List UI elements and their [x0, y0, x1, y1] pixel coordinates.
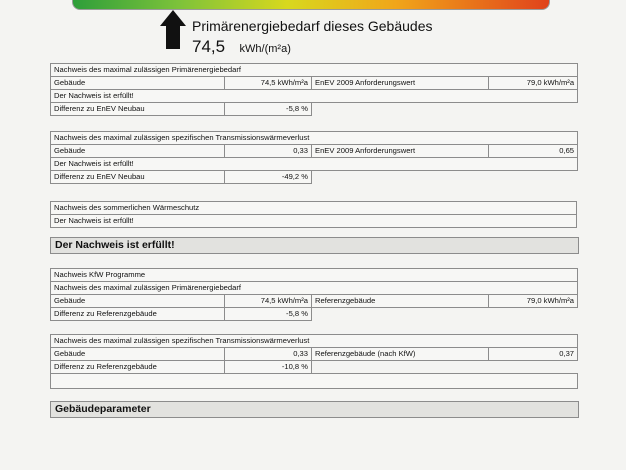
section-title: Nachweis des sommerlichen Wärmeschutz: [51, 202, 577, 215]
reference-value: 79,0 kWh/m²a: [489, 295, 578, 308]
kfw-title: Nachweis KfW Programme: [51, 269, 578, 282]
difference-label: Differenz zu Referenzgebäude: [51, 308, 225, 321]
reference-label: Referenzgebäude: [312, 295, 489, 308]
kfw-primary-energy-section: [50, 268, 577, 321]
row-label: Gebäude: [51, 348, 225, 361]
summer-heat-protection-section: [50, 201, 577, 228]
status-text: Der Nachweis ist erfüllt!: [51, 158, 578, 171]
row-label: Gebäude: [51, 145, 225, 158]
difference-label: Differenz zu EnEV Neubau: [51, 171, 225, 184]
row-label: Gebäude: [51, 77, 225, 90]
reference-value: 79,0 kWh/m²a: [489, 77, 578, 90]
reference-label: EnEV 2009 Anforderungswert: [312, 77, 489, 90]
status-text: Der Nachweis ist erfüllt!: [51, 215, 577, 228]
difference-value: -5,8 %: [225, 103, 312, 116]
overall-result-banner: Der Nachweis ist erfüllt!: [50, 237, 579, 254]
arrow-up-icon: [160, 10, 186, 50]
section-title: Nachweis des maximal zulässigen spezifischen Transmissionswärmeverlust: [51, 335, 578, 348]
status-text: Der Nachweis ist erfüllt!: [51, 90, 578, 103]
reference-label: Referenzgebäude (nach KfW): [312, 348, 489, 361]
row-value: 0,33: [225, 145, 312, 158]
row-label: Gebäude: [51, 295, 225, 308]
difference-value: -10,8 %: [225, 361, 312, 374]
empty-row: [51, 374, 578, 389]
difference-label: Differenz zu Referenzgebäude: [51, 361, 225, 374]
difference-value: -49,2 %: [225, 171, 312, 184]
reference-value: 0,37: [489, 348, 578, 361]
enev-primary-energy-section: [50, 63, 577, 116]
energy-demand-unit: kWh/(m²a): [239, 43, 291, 55]
row-value: 0,33: [225, 348, 312, 361]
difference-label: Differenz zu EnEV Neubau: [51, 103, 225, 116]
enev-transmission-section: [50, 131, 577, 184]
section-title: Nachweis des maximal zulässigen Primärenergiebedarf: [51, 64, 578, 77]
reference-value: 0,65: [489, 145, 578, 158]
section-title: Nachweis des maximal zulässigen spezifischen Transmissionswärmeverlust: [51, 132, 578, 145]
energy-scale-bar: [72, 0, 550, 10]
difference-value: -5,8 %: [225, 308, 312, 321]
section-title: Nachweis des maximal zulässigen Primärenergiebedarf: [51, 282, 578, 295]
row-value: 74,5 kWh/m²a: [225, 295, 312, 308]
row-value: 74,5 kWh/m²a: [225, 77, 312, 90]
kfw-transmission-section: [50, 334, 577, 389]
reference-label: EnEV 2009 Anforderungswert: [312, 145, 489, 158]
building-parameters-header: Gebäudeparameter: [50, 401, 579, 418]
energy-demand-value-line: [192, 37, 291, 57]
energy-demand-value: 74,5: [192, 37, 226, 56]
energy-demand-title: Primärenergiebedarf dieses Gebäudes: [192, 18, 433, 34]
